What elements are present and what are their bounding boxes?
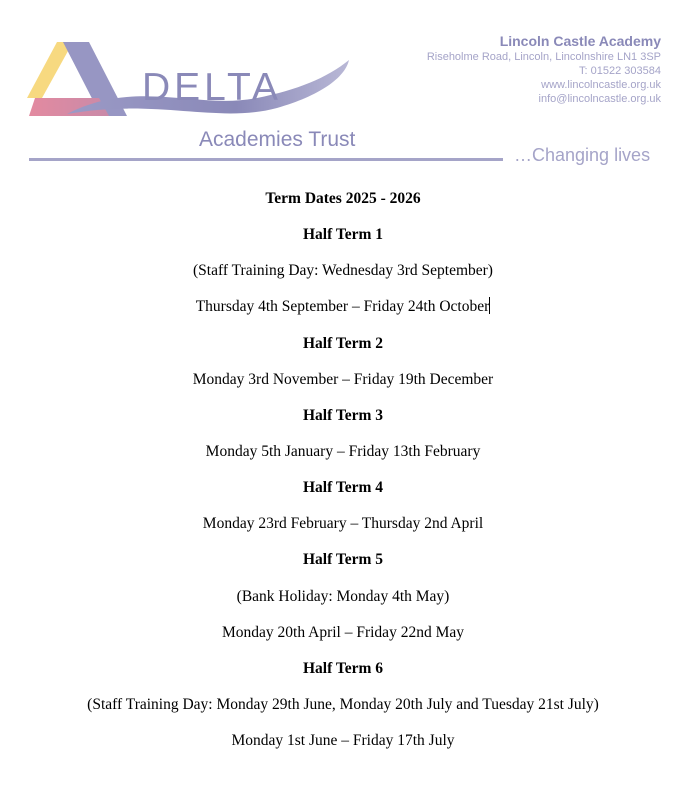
school-address: Riseholme Road, Lincoln, Lincolnshire LN1 3SP — [426, 51, 661, 63]
delta-logo — [27, 38, 357, 151]
term-note: (Staff Training Day: Monday 29th June, Monday 20th July and Tuesday 21st July) — [87, 695, 599, 713]
tagline: …Changing lives — [514, 145, 651, 165]
logo-name-main: DELTA — [142, 66, 282, 109]
term-dates-line[interactable] — [0, 295, 679, 331]
term-dates-line: Monday 1st June – Friday 17th July — [231, 732, 455, 750]
term-dates-line: Monday 23rd February – Thursday 2nd April — [202, 515, 484, 533]
school-website[interactable]: www.lincolncastle.org.uk — [541, 79, 661, 91]
term-note: (Staff Training Day: Wednesday 3rd September) — [193, 262, 493, 280]
school-name: Lincoln Castle Academy — [499, 33, 661, 49]
term-dates-line: Monday 5th January – Friday 13th February — [205, 442, 481, 460]
document-body — [0, 187, 679, 765]
document-title: Term Dates 2025 - 2026 — [265, 190, 421, 207]
logo-name-sub: Academies Trust — [199, 128, 356, 151]
header-divider — [29, 158, 503, 161]
half-term-heading: Half Term 4 — [302, 479, 384, 497]
half-term-heading: Half Term 6 — [302, 659, 384, 677]
term-note: (Bank Holiday: Monday 4th May) — [236, 587, 450, 605]
school-email[interactable]: info@lincolncastle.org.uk — [538, 93, 661, 105]
half-term-heading: Half Term 1 — [302, 226, 384, 244]
school-phone: T: 01522 303584 — [579, 65, 661, 77]
term-dates-text: Thursday 4th September – Friday 24th October — [195, 298, 490, 316]
term-dates-line: Monday 20th April – Friday 22nd May — [222, 623, 464, 641]
contact-block — [427, 33, 661, 106]
term-dates-line: Monday 3rd November – Friday 19th December — [192, 370, 494, 388]
text-cursor — [489, 297, 490, 314]
half-term-heading: Half Term 2 — [302, 334, 384, 352]
half-term-heading: Half Term 5 — [302, 551, 384, 569]
half-term-heading: Half Term 3 — [302, 406, 384, 424]
